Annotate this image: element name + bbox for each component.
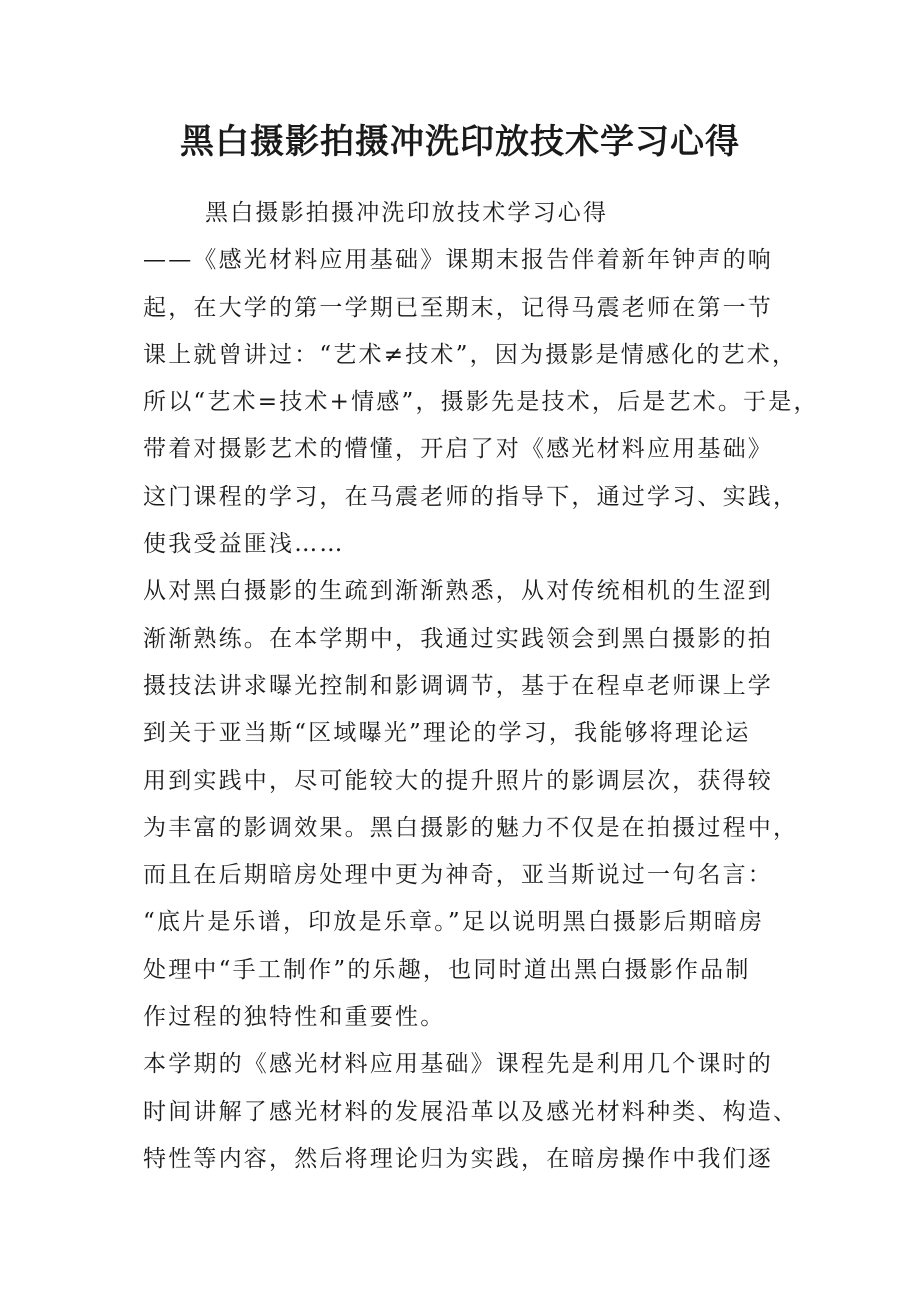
text-line: 处理中“手工制作”的乐趣，也同时道出黑白摄影作品制 — [143, 956, 751, 983]
text-line: 使我受益匪浅…… — [143, 531, 345, 558]
text-line: 起，在大学的第一学期已至期末，记得马震老师在第一节 — [143, 294, 773, 321]
subtitle-line: 黑白摄影拍摄冲洗印放技术学习心得 — [205, 200, 609, 226]
document-title: 黑白摄影拍摄冲洗印放技术学习心得 — [180, 122, 740, 162]
document-body — [143, 190, 819, 1183]
text-line: 到关于亚当斯“区域曝光”理论的学习，我能够将理论运 — [143, 720, 751, 747]
text-line: 时间讲解了感光材料的发展沿革以及感光材料种类、构造、 — [143, 1098, 799, 1125]
text-line: 渐渐熟练。在本学期中，我通过实践领会到黑白摄影的拍 — [143, 625, 773, 652]
text-line: 用到实践中，尽可能较大的提升照片的影调层次，获得较 — [143, 767, 773, 794]
text-line: 本学期的《感光材料应用基础》课程先是利用几个课时的 — [143, 1051, 773, 1078]
text-line: 作过程的独特性和重要性。 — [143, 1004, 446, 1031]
text-line: 而且在后期暗房处理中更为神奇，亚当斯说过一句名言： — [143, 862, 773, 889]
text-line: 摄技法讲求曝光控制和影调调节，基于在程卓老师课上学 — [143, 672, 773, 699]
text-line: 特性等内容，然后将理论归为实践，在暗房操作中我们逐 — [143, 1145, 773, 1172]
text-line: 为丰富的影调效果。黑白摄影的魅力不仅是在拍摄过程中， — [143, 814, 799, 841]
text-line: 带着对摄影艺术的懵懂，开启了对《感光材料应用基础》 — [143, 436, 773, 463]
text-line: ——《感光材料应用基础》课期末报告伴着新年钟声的响 — [143, 247, 773, 274]
text-line: 课上就曾讲过：“艺术≠技术”，因为摄影是情感化的艺术， — [143, 341, 798, 368]
text-line: “底片是乐谱，印放是乐章。”足以说明黑白摄影后期暗房 — [143, 909, 765, 936]
text-line: 从对黑白摄影的生疏到渐渐熟悉，从对传统相机的生涩到 — [143, 578, 773, 605]
text-line: 这门课程的学习，在马震老师的指导下，通过学习、实践， — [143, 483, 799, 510]
text-line: 所以“艺术=技术+情感”，摄影先是技术，后是艺术。于是， — [143, 389, 819, 416]
